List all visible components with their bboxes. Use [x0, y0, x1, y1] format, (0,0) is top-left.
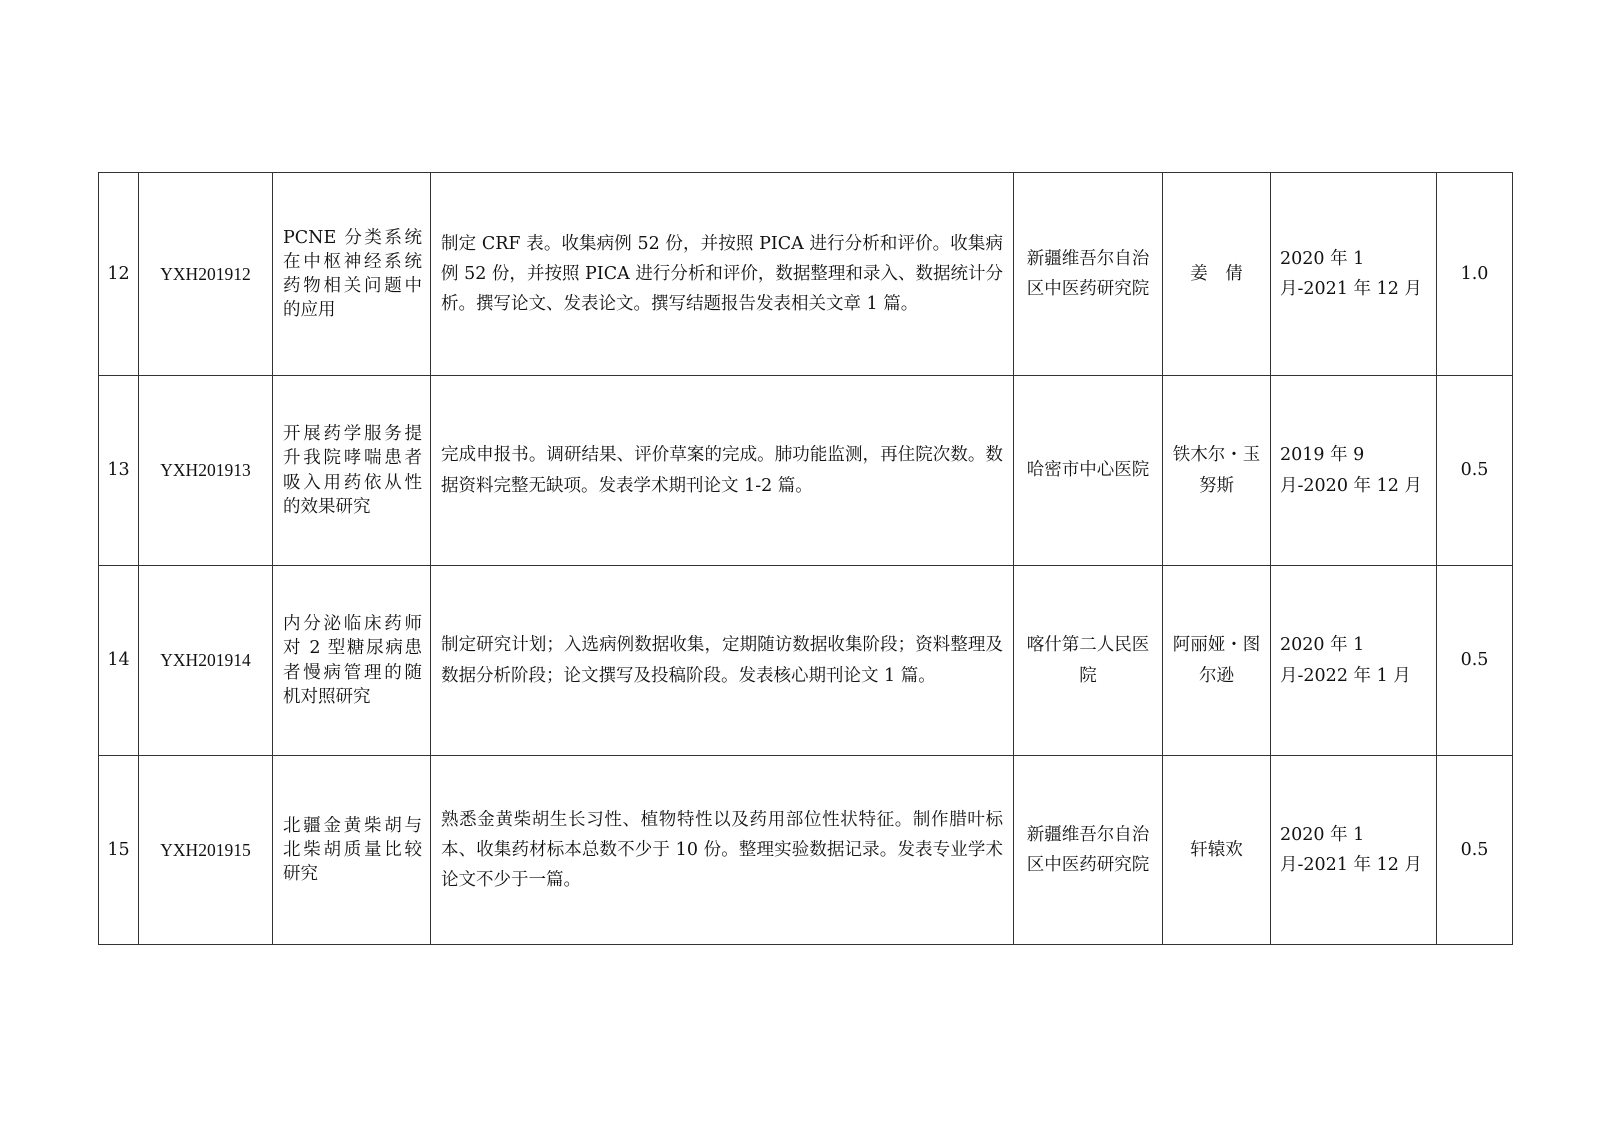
project-period: 2019 年 9 月-2020 年 12 月 — [1271, 376, 1437, 566]
table-row — [99, 566, 1513, 756]
person-in-charge: 铁木尔・玉努斯 — [1163, 376, 1271, 566]
person-in-charge: 轩辕欢 — [1163, 756, 1271, 945]
project-period: 2020 年 1 月-2022 年 1 月 — [1271, 566, 1437, 756]
funding-amount: 1.0 — [1437, 173, 1513, 376]
project-title: PCNE 分类系统在中枢神经系统药物相关问题中的应用 — [273, 173, 431, 376]
project-code: YXH201915 — [139, 756, 273, 945]
project-period: 2020 年 1 月-2021 年 12 月 — [1271, 756, 1437, 945]
table-row — [99, 376, 1513, 566]
funding-amount: 0.5 — [1437, 756, 1513, 945]
project-title: 北疆金黄柴胡与北柴胡质量比较研究 — [273, 756, 431, 945]
project-content: 制定 CRF 表。收集病例 52 份，并按照 PICA 进行分析和评价。收集病例 52 份，并按照 PICA 进行分析和评价，数据整理和录入、数据统计分析。撰写论文、发表论文。撰写结题报告发表相关文章 1 篇。 — [431, 173, 1014, 376]
organization: 新疆维吾尔自治区中医药研究院 — [1014, 173, 1163, 376]
row-number: 12 — [99, 173, 139, 376]
organization: 新疆维吾尔自治区中医药研究院 — [1014, 756, 1163, 945]
organization: 喀什第二人民医院 — [1014, 566, 1163, 756]
person-in-charge: 阿丽娅・图尔逊 — [1163, 566, 1271, 756]
project-period: 2020 年 1 月-2021 年 12 月 — [1271, 173, 1437, 376]
person-in-charge: 姜 倩 — [1163, 173, 1271, 376]
project-table — [98, 172, 1513, 945]
project-content: 制定研究计划；入选病例数据收集，定期随访数据收集阶段；资料整理及数据分析阶段；论文撰写及投稿阶段。发表核心期刊论文 1 篇。 — [431, 566, 1014, 756]
project-code: YXH201913 — [139, 376, 273, 566]
project-code: YXH201912 — [139, 173, 273, 376]
project-code: YXH201914 — [139, 566, 273, 756]
project-content: 熟悉金黄柴胡生长习性、植物特性以及药用部位性状特征。制作腊叶标本、收集药材标本总数不少于 10 份。整理实验数据记录。发表专业学术论文不少于一篇。 — [431, 756, 1014, 945]
project-title: 内分泌临床药师对 2 型糖尿病患者慢病管理的随机对照研究 — [273, 566, 431, 756]
table-row — [99, 756, 1513, 945]
row-number: 14 — [99, 566, 139, 756]
funding-amount: 0.5 — [1437, 566, 1513, 756]
row-number: 13 — [99, 376, 139, 566]
project-content: 完成申报书。调研结果、评价草案的完成。肺功能监测，再住院次数。数据资料完整无缺项。发表学术期刊论文 1-2 篇。 — [431, 376, 1014, 566]
table-row — [99, 173, 1513, 376]
organization: 哈密市中心医院 — [1014, 376, 1163, 566]
row-number: 15 — [99, 756, 139, 945]
project-title: 开展药学服务提升我院哮喘患者吸入用药依从性的效果研究 — [273, 376, 431, 566]
funding-amount: 0.5 — [1437, 376, 1513, 566]
